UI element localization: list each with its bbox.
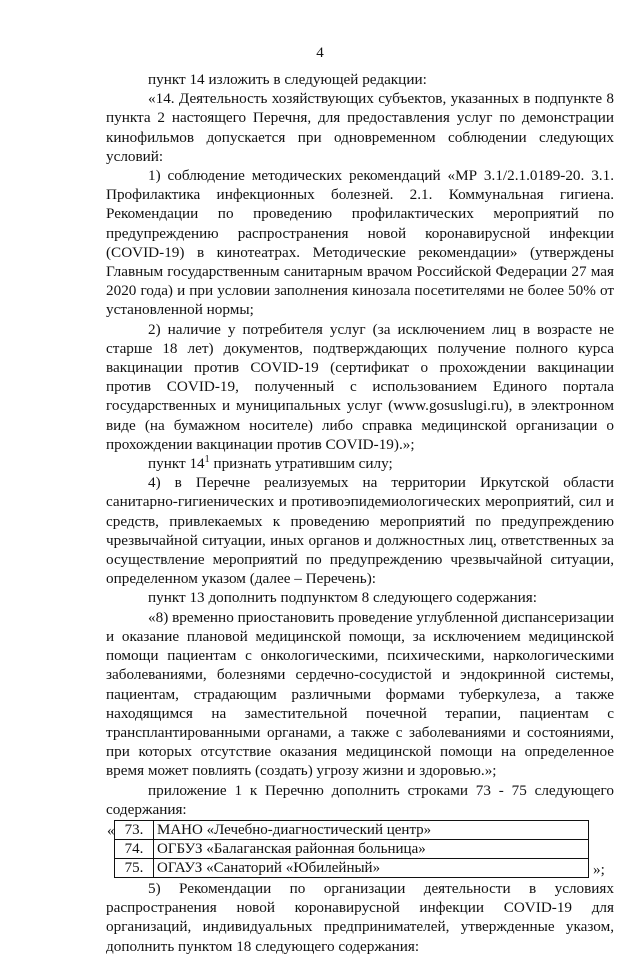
row-number: 74. [115, 839, 154, 858]
document-body [106, 70, 614, 956]
paragraph: «8) временно приостановить проведение углубленной диспансеризации и оказание плановой медицинской помощи, за исключением медицинской помощи пациентам с онкологическими, психическими, наркологическими заболеваниями, болезнями сердечно-сосудистой и эндокринной системы, пациентам, страдающим различными формами туберкулеза, а также находящимся на заместительной почечной терапии, пациентам с трансплантированными органами, а также с заболеваниями и состояниями, при которых отсутствие оказания медицинской помощи на определенное время может повлиять (создать) угрозу жизни и здоровью.»; [106, 608, 614, 780]
appendix-table [114, 820, 589, 878]
page-number: 4 [316, 45, 324, 61]
paragraph: 5) Рекомендации по организации деятельности в условиях распространения новой коронавирусной инфекции COVID-19 для организаций, индивидуальных предпринимателей, утвержденные указом, дополнить пунктом 18 следующего содержания: [106, 879, 614, 955]
paragraph: пункт 13 дополнить подпунктом 8 следующего содержания: [148, 589, 537, 607]
open-quote: « [107, 821, 115, 839]
paragraph: 1) соблюдение методических рекомендаций «МР 3.1/2.1.0189-20. 3.1. Профилактика инфекционных болезней. 2.1. Коммунальная гигиена. Рекомендации по проведению профилактических мероприятий по предупреждению распространения новой коронавирусной инфекции (COVID-19) в кинотеатрах. Методические рекомендации» (утверждены Главным государственным санитарным врачом Российской Федерации 27 мая 2020 года) и при условии заполнения кинозала посетителями не более 50% от установленной нормы; [106, 167, 614, 319]
paragraph: 4) в Перечне реализуемых на территории Иркутской области санитарно-гигиенических и противоэпидемиологических мероприятий, сил и средств, привлекаемых к проведению мероприятий по предупреждению чрезвычайной ситуации, иных органов и должностных лиц, ответственных за осуществление мероприятий по предупреждению чрезвычайной ситуации, определенном указом (далее – Перечень): [106, 474, 614, 588]
table-row [115, 858, 589, 877]
organization-name: ОГАУЗ «Санаторий «Юбилейный» [154, 858, 589, 877]
organization-name: ОГБУЗ «Балаганская районная больница» [154, 839, 589, 858]
paragraph: 2) наличие у потребителя услуг (за исключением лиц в возрасте не старше 18 лет) документов, подтверждающих получение полного курса вакцинации против COVID-19 (сертификат о прохождении вакцинации против COVID-19, полученный с использованием Единого портала государственных и муниципальных услуг (www.gosuslugi.ru), в электронном виде (на бумажном носителе) либо справка медицинской организации о прохождении вакцинации против COVID-19).»; [106, 320, 614, 453]
paragraph: пункт 14 изложить в следующей редакции: [148, 71, 427, 88]
row-number: 73. [115, 820, 154, 839]
paragraph [106, 454, 614, 473]
superscript: 1 [204, 454, 210, 465]
organization-name: МАНО «Лечебно-диагностический центр» [154, 820, 589, 839]
table-row [115, 839, 589, 858]
paragraph: «14. Деятельность хозяйствующих субъектов, указанных в подпункте 8 пункта 2 настоящего Перечня, для предоставления услуг по демонстрации кинофильмов допускается при одновременном соблюдении следующих условий: [106, 90, 614, 165]
table-row [115, 820, 589, 839]
paragraph: приложение 1 к Перечню дополнить строками 73 - 75 следующего содержания: [106, 781, 614, 818]
appendix-table-block [106, 820, 614, 878]
paragraph-text: пункт 14 [148, 455, 205, 473]
close-quote: »; [593, 860, 605, 878]
row-number: 75. [115, 858, 154, 877]
paragraph-text: признать утратившим силу; [209, 455, 393, 473]
